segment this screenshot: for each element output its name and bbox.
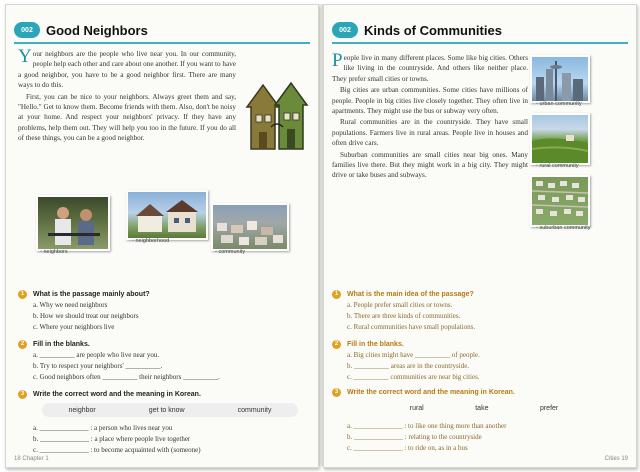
question-3	[18, 389, 308, 400]
question-3-lines	[332, 421, 622, 454]
answer-option[interactable]: c. Where your neighbors live	[33, 323, 115, 331]
fill-blank-line[interactable]: b. Try to respect your neighbors' __________.	[33, 362, 163, 370]
paragraph: Suburban communities are small cities near big ones. Many families live there. But they might work in a big city. They might drive or take buses and subways.	[332, 150, 528, 180]
paragraph: Rural communities are in the countryside. They have small populations. Farmers live in rural areas. People live in houses and often drive cars.	[332, 118, 528, 148]
passage-text	[332, 50, 528, 182]
question-3	[332, 387, 622, 398]
left-page	[5, 4, 319, 468]
question-3-lines	[18, 423, 308, 456]
word-bank-item: rural	[409, 404, 424, 412]
fill-blank-line[interactable]: c. ______________ : to become acquainted with (someone)	[33, 446, 201, 454]
lesson-badge: 002	[332, 22, 358, 38]
question-number: 3	[332, 388, 341, 397]
fill-blank-line[interactable]: c. __________ communities are near big cities.	[347, 373, 480, 381]
question-number: 3	[18, 390, 27, 399]
passage-text	[18, 46, 236, 145]
paragraph: Big cities are urban communities. Some cities have millions of people. People in big cities live closely together. They often live in apartments. They might use the bus or subway very often.	[332, 86, 528, 116]
fill-blank-line[interactable]: a. ______________ : to like one thing more than another	[347, 422, 507, 430]
fill-blank-line[interactable]: a. Big cities might have __________ of people.	[347, 351, 480, 359]
photo-caption: ◦ community	[215, 249, 246, 255]
title-rule	[14, 42, 310, 44]
word-bank	[384, 401, 584, 415]
fill-blank-line[interactable]: b. ______________ : a place where people live together	[33, 435, 191, 443]
question-number: 2	[18, 340, 27, 349]
fill-blank-line[interactable]: b. ______________ : relating to the countryside	[347, 433, 482, 441]
question-text: Write the correct word and the meaning in Korean.	[347, 389, 515, 396]
photo-caption: ◦ rural community	[536, 163, 579, 169]
answer-option[interactable]: c. Rural communities have small populations.	[347, 323, 476, 331]
left-header	[14, 19, 148, 41]
fill-blank-line[interactable]: a. ______________ : a person who lives near you	[33, 424, 173, 432]
houses-illustration	[241, 77, 311, 155]
right-page	[323, 4, 637, 468]
word-bank	[42, 403, 298, 417]
question-1	[332, 289, 622, 333]
lesson-badge: 002	[14, 22, 40, 38]
question-text: What is the passage mainly about?	[33, 291, 150, 298]
photo-caption: ◦ urban community	[536, 101, 582, 107]
paragraph: First, you can be nice to your neighbors. Always greet them and say, "Hello." Get to know them. Become friends with them. Also, don't be noisy at your home. And respect your neighbors' privacy. If they have any problems, help them out. They will help you too in the future. If you do all of these things, you can be a good neighbor.	[18, 92, 236, 143]
paragraph: our neighbors are the people who live near you. In our community, people help each other and care about one another. If you want to have a good neighbor, you have to be a good neighbor first. There are many ways to do this.	[18, 50, 236, 90]
photo-caption: ◦ neighbors	[40, 249, 68, 255]
question-2	[18, 339, 308, 383]
community-photo	[211, 203, 289, 251]
rural-community-photo	[530, 113, 590, 165]
urban-community-photo	[530, 55, 590, 103]
photo-caption: ◦ suburban community	[536, 225, 591, 231]
question-number: 1	[332, 290, 341, 299]
word-bank-item: prefer	[539, 404, 559, 412]
answer-option[interactable]: a. Why we need neighbors	[33, 301, 108, 309]
question-text: Fill in the blanks.	[347, 341, 404, 348]
drop-cap: Y	[18, 46, 32, 67]
question-number: 1	[18, 290, 27, 299]
question-1	[18, 289, 308, 333]
neighbors-photo	[36, 195, 110, 251]
fill-blank-line[interactable]: c. Good neighbors often __________ their neighbors __________.	[33, 373, 220, 381]
question-2	[332, 339, 622, 383]
page-footer: Cities 19	[604, 456, 628, 462]
drop-cap: P	[332, 50, 343, 71]
right-header	[332, 19, 502, 41]
word-bank-item: take	[475, 404, 489, 412]
fill-blank-line[interactable]: b. __________ areas are in the countryside.	[347, 362, 470, 370]
page-title: Kinds of Communities	[364, 22, 502, 38]
paragraph: eople live in many different places. Some like big cities. Others like living in the countryside. And others like neither place. They prefer small cities or towns.	[332, 54, 528, 83]
word-bank-item: neighbor	[68, 406, 96, 414]
question-text: Write the correct word and the meaning in Korean.	[33, 391, 201, 398]
question-number: 2	[332, 340, 341, 349]
suburban-community-photo	[530, 175, 590, 227]
photo-caption: ◦ neighborhood	[132, 238, 170, 244]
answer-option[interactable]: a. People prefer small cities or towns.	[347, 301, 453, 309]
word-bank-item: community	[237, 406, 272, 414]
answer-option[interactable]: b. There are three kinds of communities.	[347, 312, 461, 320]
fill-blank-line[interactable]: c. ______________ : to ride on, as in a bus	[347, 444, 468, 452]
neighborhood-photo	[126, 190, 208, 240]
question-text: What is the main idea of the passage?	[347, 291, 474, 298]
page-title: Good Neighbors	[46, 22, 148, 38]
page-footer: 18 Chapter 1	[14, 456, 49, 462]
question-text: Fill in the blanks.	[33, 341, 90, 348]
fill-blank-line[interactable]: a. __________ are people who live near you.	[33, 351, 160, 359]
answer-option[interactable]: b. How we should treat our neighbors	[33, 312, 139, 320]
word-bank-item: get to know	[148, 406, 185, 414]
title-rule	[332, 42, 628, 44]
